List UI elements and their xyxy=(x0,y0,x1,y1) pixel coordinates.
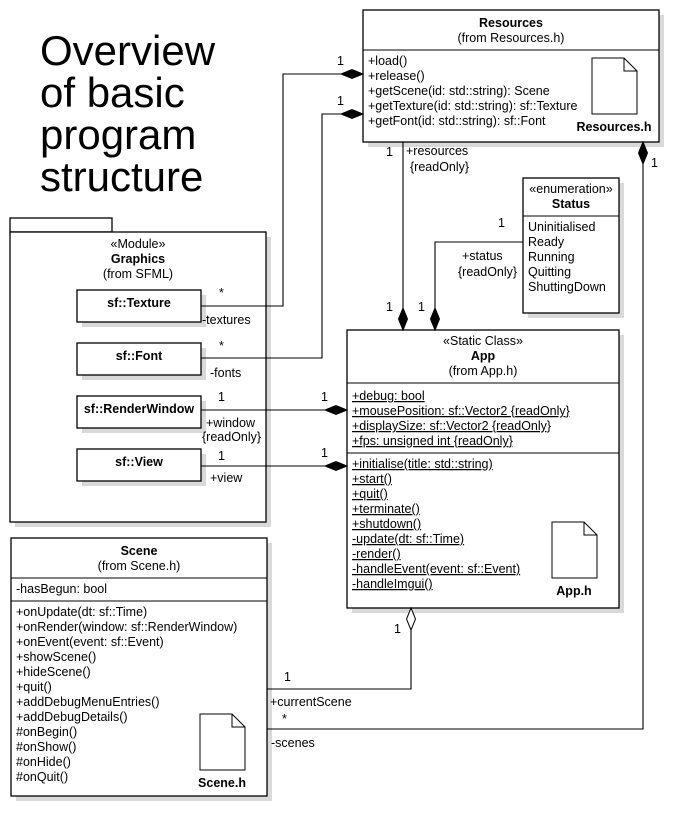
method: -render() xyxy=(352,547,401,561)
role-label: -textures xyxy=(202,313,251,327)
role-label: {readOnly} xyxy=(410,160,470,174)
multiplicity: 1 xyxy=(386,300,393,314)
method: +terminate() xyxy=(352,502,420,516)
multiplicity: 1 xyxy=(651,156,658,170)
multiplicity: 1 xyxy=(284,670,291,684)
class-name: sf::Texture xyxy=(107,296,171,310)
multiplicity: 1 xyxy=(418,300,425,314)
enum-value: Ready xyxy=(528,235,565,249)
method: +getTexture(id: std::string): sf::Texture xyxy=(368,99,578,113)
resources-class[interactable] xyxy=(363,10,664,147)
file-icon xyxy=(592,58,637,114)
method: +getScene(id: std::string): Scene xyxy=(368,84,550,98)
multiplicity: 1 xyxy=(337,94,344,108)
status-association xyxy=(418,216,523,330)
attribute: +debug: bool xyxy=(352,389,425,403)
method: +quit() xyxy=(16,680,52,694)
class-origin: (from App.h) xyxy=(448,364,518,378)
sf-renderwindow-class[interactable] xyxy=(77,396,206,433)
enum-value: Quitting xyxy=(528,265,572,279)
enum-value: Uninitialised xyxy=(528,220,596,234)
sf-texture-class[interactable] xyxy=(77,290,206,327)
title-line: of basic xyxy=(40,69,185,116)
title-line: Overview xyxy=(40,27,216,74)
attribute: -hasBegun: bool xyxy=(16,582,108,596)
diagram-title xyxy=(40,27,216,200)
sf-font-class[interactable] xyxy=(77,343,206,380)
method: +hideScene() xyxy=(16,665,91,679)
class-name: sf::View xyxy=(115,455,163,469)
stereotype: «enumeration» xyxy=(529,182,613,196)
file-label: Scene.h xyxy=(198,776,246,790)
method: -handleEvent(event: sf::Event) xyxy=(352,562,521,576)
file-icon xyxy=(552,522,597,578)
multiplicity: 1 xyxy=(321,390,328,404)
attribute: +displaySize: sf::Vector2 {readOnly} xyxy=(352,419,552,433)
status-enum[interactable] xyxy=(523,178,624,318)
attribute: +fps: unsigned int {readOnly} xyxy=(352,434,513,448)
method: #onShow() xyxy=(16,740,77,754)
module-name: Graphics xyxy=(110,252,166,266)
view-association xyxy=(201,446,347,485)
multiplicity: 1 xyxy=(321,446,328,460)
class-name: sf::Font xyxy=(115,349,163,363)
method: +addDebugMenuEntries() xyxy=(16,695,160,709)
role-label: +window xyxy=(206,416,255,430)
scene-class[interactable] xyxy=(11,538,272,801)
role-label: {readOnly} xyxy=(202,430,262,444)
method: -handleImgui() xyxy=(352,577,433,591)
method: +onRender(window: sf::RenderWindow) xyxy=(16,620,238,634)
method: +showScene() xyxy=(16,650,97,664)
method: #onHide() xyxy=(16,755,71,769)
module-origin: (from SFML) xyxy=(102,267,174,281)
role-label: {readOnly} xyxy=(458,265,518,279)
window-association xyxy=(201,390,347,444)
stereotype: «Module» xyxy=(110,237,166,251)
enum-value: ShuttingDown xyxy=(528,280,606,294)
method: +initialise(title: std::string) xyxy=(352,457,493,471)
method: +getFont(id: std::string): sf::Font xyxy=(368,114,546,128)
title-line: structure xyxy=(40,153,204,200)
attribute: +mousePosition: sf::Vector2 {readOnly} xyxy=(352,404,570,418)
class-origin: (from Scene.h) xyxy=(97,559,181,573)
method: +release() xyxy=(368,69,425,83)
enum-value: Running xyxy=(528,250,575,264)
method: +addDebugDetails() xyxy=(16,710,128,724)
multiplicity: * xyxy=(219,286,224,300)
class-origin: (from Resources.h) xyxy=(457,31,565,45)
method: -update(dt: sf::Time) xyxy=(352,532,465,546)
class-name: Resources xyxy=(479,16,543,30)
method: #onBegin() xyxy=(16,725,78,739)
file-label: Resources.h xyxy=(576,120,652,134)
file-label: App.h xyxy=(556,584,592,598)
current-scene-association xyxy=(267,608,416,709)
multiplicity: * xyxy=(282,712,287,726)
method: +onUpdate(dt: sf::Time) xyxy=(16,605,148,619)
class-name: sf::RenderWindow xyxy=(83,402,195,416)
multiplicity: 1 xyxy=(218,390,225,404)
app-class[interactable] xyxy=(347,330,624,613)
multiplicity: 1 xyxy=(386,145,393,159)
method: +start() xyxy=(352,472,392,486)
method: #onQuit() xyxy=(16,770,69,784)
class-name: App xyxy=(470,349,496,363)
multiplicity: 1 xyxy=(337,54,344,68)
role-label: -scenes xyxy=(271,736,315,750)
multiplicity: 1 xyxy=(394,622,401,636)
class-name: Status xyxy=(551,197,591,211)
sf-view-class[interactable] xyxy=(77,449,206,486)
file-icon xyxy=(200,714,245,770)
method: +shutdown() xyxy=(352,517,422,531)
role-label: +status xyxy=(462,249,503,263)
role-label: +view xyxy=(210,471,243,485)
stereotype: «Static Class» xyxy=(443,334,523,348)
method: +quit() xyxy=(352,487,388,501)
method: +load() xyxy=(368,54,408,68)
multiplicity: * xyxy=(219,339,224,353)
multiplicity: 1 xyxy=(218,449,225,463)
title-line: program xyxy=(40,111,197,158)
role-label: +resources xyxy=(406,144,469,158)
multiplicity: 1 xyxy=(498,216,505,230)
method: +onEvent(event: sf::Event) xyxy=(16,635,164,649)
role-label: -fonts xyxy=(210,366,242,380)
role-label: +currentScene xyxy=(270,695,352,709)
resources-association xyxy=(386,142,469,330)
class-name: Scene xyxy=(120,544,158,558)
